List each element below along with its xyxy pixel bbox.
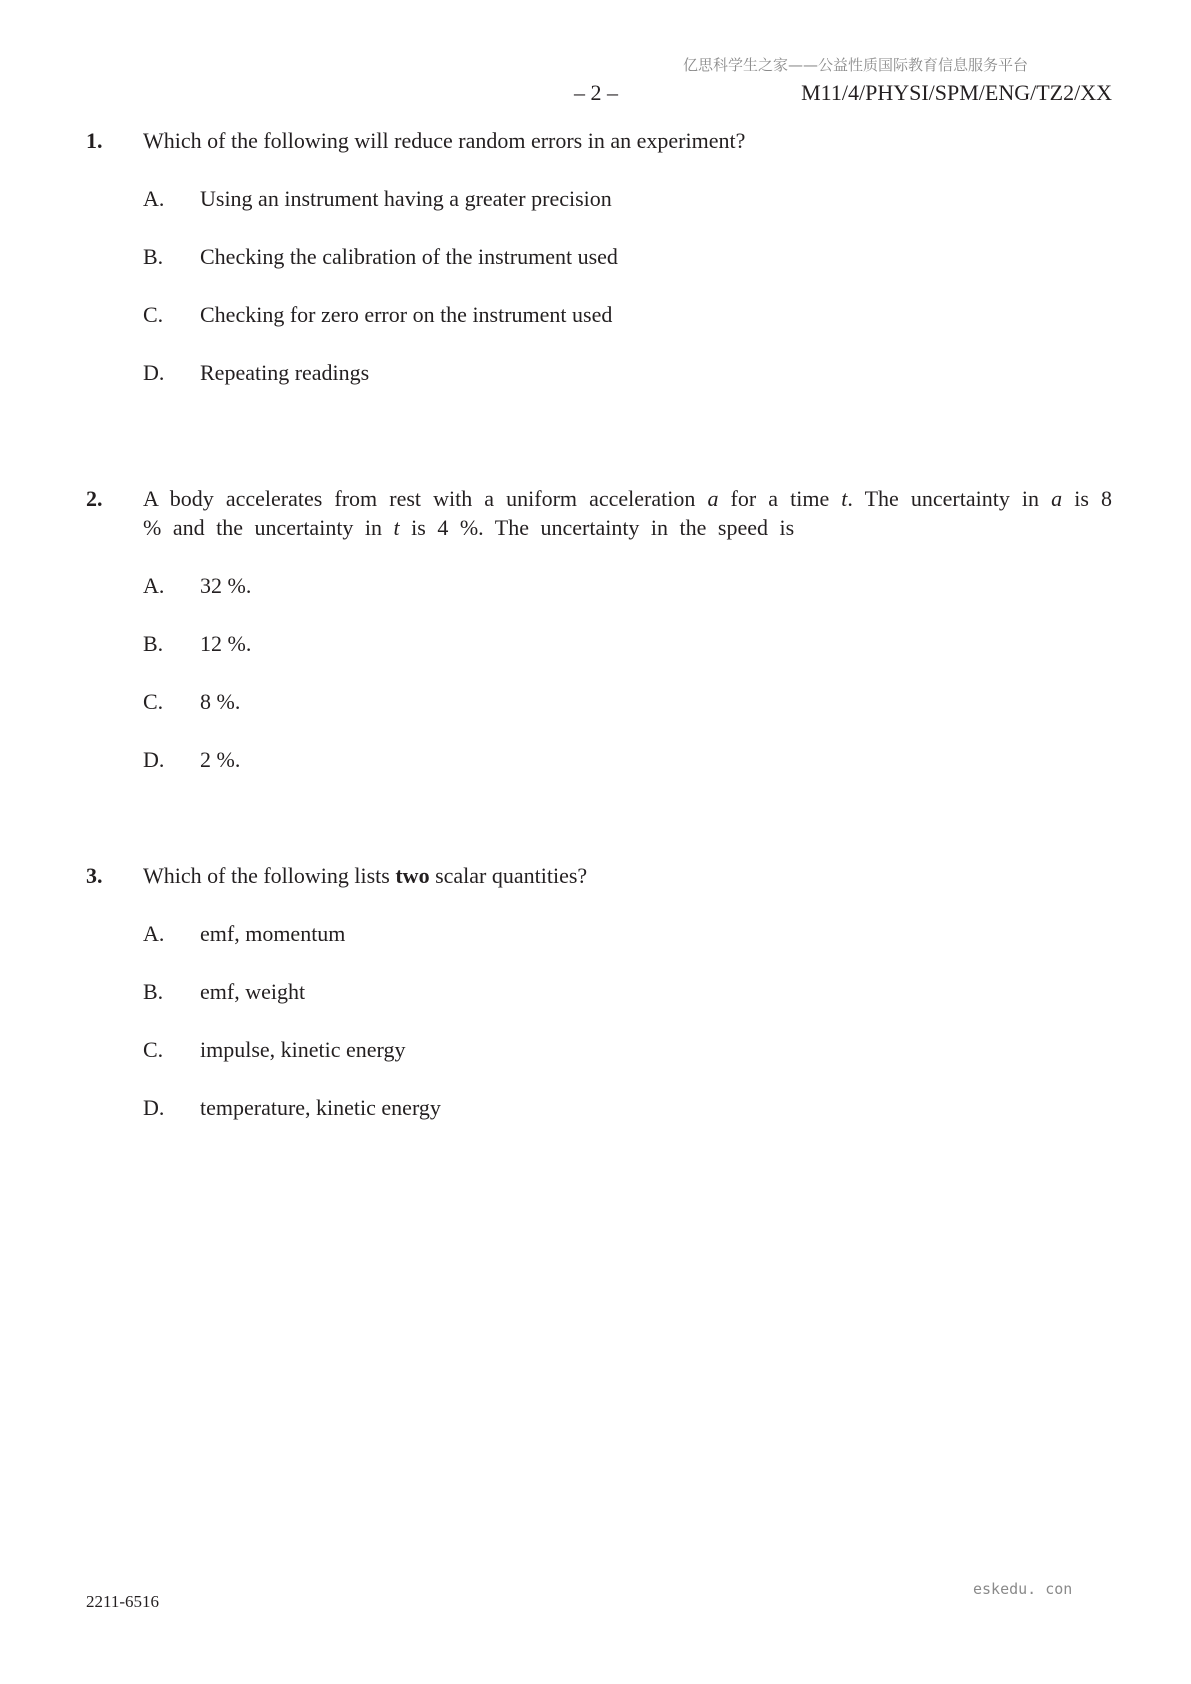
option-list xyxy=(143,919,1112,1122)
question-number: 1. xyxy=(86,128,103,153)
question-1 xyxy=(86,126,1112,387)
option-letter: D. xyxy=(143,360,165,385)
option-letter: A. xyxy=(143,573,165,598)
option-text: Checking for zero error on the instrument used xyxy=(200,302,613,327)
option-letter: C. xyxy=(143,1037,164,1062)
watermark-footer: eskedu. con xyxy=(973,1580,1073,1598)
option-c xyxy=(143,300,1112,329)
question-number: 3. xyxy=(86,863,103,888)
option-text: 2 %. xyxy=(200,747,241,772)
option-letter: C. xyxy=(143,689,164,714)
stem-text: A body accelerates from rest with a uniform acceleration xyxy=(143,486,708,511)
option-letter: A. xyxy=(143,921,165,946)
option-d xyxy=(143,1093,1112,1122)
option-b xyxy=(143,977,1112,1006)
stem-text: . The uncertainty in xyxy=(847,486,1052,511)
option-letter: B. xyxy=(143,244,164,269)
question-stem xyxy=(143,484,1112,542)
option-c xyxy=(143,687,1112,716)
variable-t: t xyxy=(841,486,848,511)
option-letter: B. xyxy=(143,631,164,656)
question-3 xyxy=(86,861,1112,1122)
option-list xyxy=(143,571,1112,774)
option-text: impulse, kinetic energy xyxy=(200,1037,406,1062)
question-stem: Which of the following will reduce random errors in an experiment? xyxy=(143,128,746,153)
stem-text: is 8 % and the uncertainty in xyxy=(143,486,1112,540)
option-text: temperature, kinetic energy xyxy=(200,1095,441,1120)
variable-a: a xyxy=(707,486,719,511)
option-list xyxy=(143,184,1112,387)
question-2 xyxy=(86,484,1112,774)
question-number: 2. xyxy=(86,486,103,511)
option-d xyxy=(143,358,1112,387)
option-b xyxy=(143,242,1112,271)
option-a xyxy=(143,184,1112,213)
paper-code: M11/4/PHYSI/SPM/ENG/TZ2/XX xyxy=(801,80,1112,105)
option-letter: B. xyxy=(143,979,164,1004)
page-number: – 2 – xyxy=(574,80,618,105)
option-text: Checking the calibration of the instrument used xyxy=(200,244,618,269)
option-b xyxy=(143,629,1112,658)
option-text: Repeating readings xyxy=(200,360,370,385)
stem-text: Which of the following lists xyxy=(143,863,396,888)
option-d xyxy=(143,745,1112,774)
footer-code: 2211-6516 xyxy=(86,1592,160,1611)
option-a xyxy=(143,571,1112,600)
option-text: emf, weight xyxy=(200,979,306,1004)
stem-text: is 4 %. The uncertainty in the speed is xyxy=(399,515,795,540)
option-letter: A. xyxy=(143,186,165,211)
option-c xyxy=(143,1035,1112,1064)
option-letter: D. xyxy=(143,747,165,772)
option-a xyxy=(143,919,1112,948)
variable-a: a xyxy=(1051,486,1063,511)
option-text: 12 %. xyxy=(200,631,252,656)
option-text: 8 %. xyxy=(200,689,241,714)
watermark-header: 亿思科学生之家——公益性质国际教育信息服务平台 xyxy=(683,56,1029,74)
stem-text: for a time xyxy=(718,486,842,511)
stem-text: scalar quantities? xyxy=(429,863,588,888)
option-text: emf, momentum xyxy=(200,921,346,946)
question-stem xyxy=(143,861,1112,890)
variable-t: t xyxy=(393,515,400,540)
option-text: 32 %. xyxy=(200,573,252,598)
emphasis-two: two xyxy=(395,863,430,888)
option-text: Using an instrument having a greater precision xyxy=(200,186,612,211)
option-letter: C. xyxy=(143,302,164,327)
option-letter: D. xyxy=(143,1095,165,1120)
